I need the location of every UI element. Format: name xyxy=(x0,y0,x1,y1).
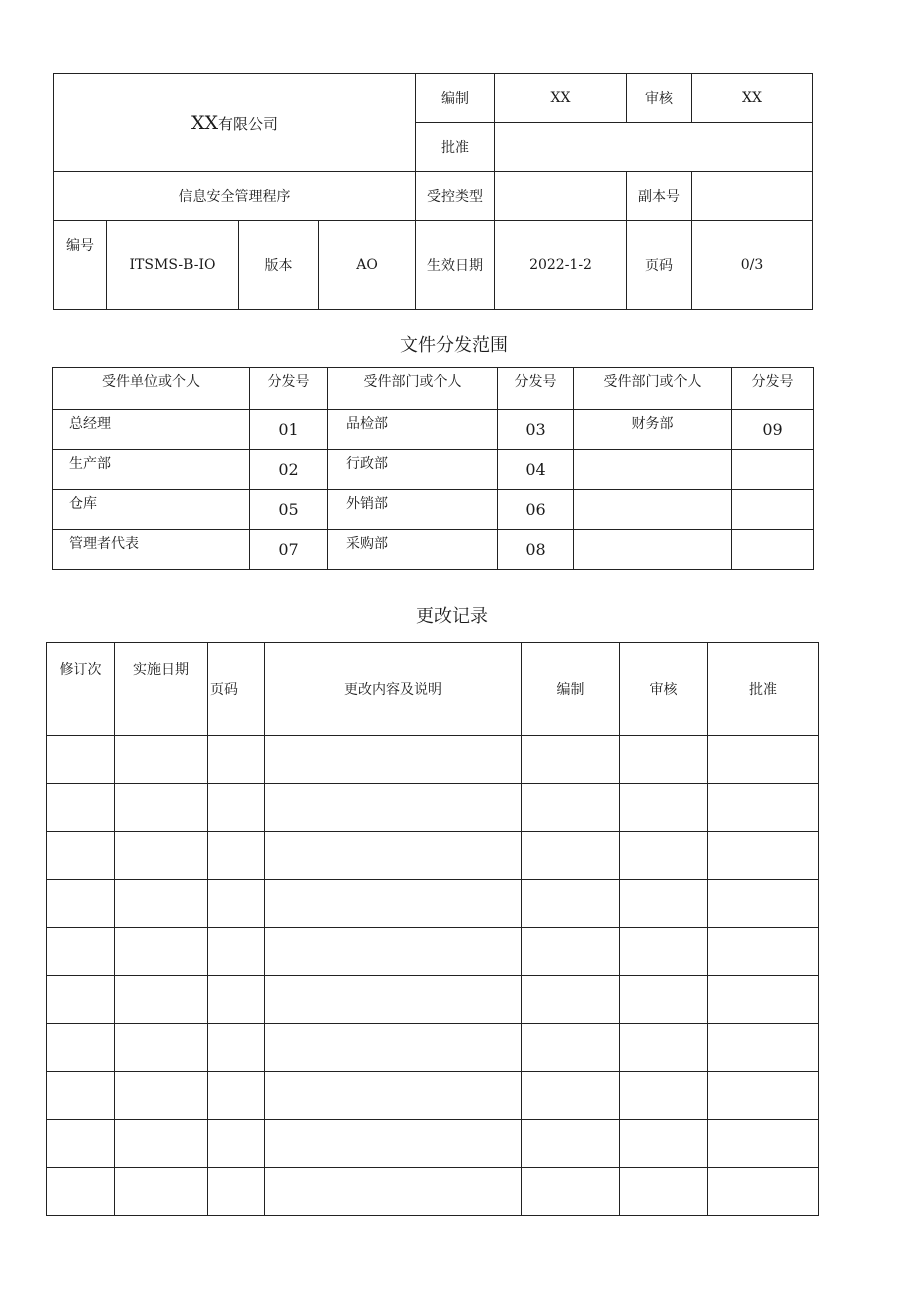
number-value: ITSMS-B-IO xyxy=(107,221,239,310)
table-cell xyxy=(522,1024,620,1072)
table-row xyxy=(47,832,819,880)
table-cell xyxy=(115,1168,208,1216)
distribution-number: 04 xyxy=(498,450,574,490)
table-cell xyxy=(265,832,522,880)
control-type-label: 受控类型 xyxy=(416,172,495,221)
table-cell xyxy=(620,1072,708,1120)
table-cell xyxy=(208,928,265,976)
version-value: AO xyxy=(319,221,416,310)
table-row xyxy=(47,976,819,1024)
recipient: 总经理 xyxy=(53,410,250,450)
table-cell xyxy=(47,976,115,1024)
table-cell xyxy=(47,784,115,832)
distribution-header-row xyxy=(53,368,814,410)
recipient: 生产部 xyxy=(53,450,250,490)
table-cell xyxy=(208,1024,265,1072)
table-cell xyxy=(708,928,819,976)
table-row xyxy=(47,928,819,976)
reviewed-label: 审核 xyxy=(627,74,692,123)
table-row xyxy=(53,490,814,530)
column-header: 编制 xyxy=(522,643,620,736)
table-cell xyxy=(522,736,620,784)
recipient xyxy=(574,530,732,570)
table-cell xyxy=(265,976,522,1024)
table-cell xyxy=(620,1120,708,1168)
table-cell xyxy=(47,1168,115,1216)
table-cell xyxy=(522,1168,620,1216)
number-label: 编号 xyxy=(54,221,107,310)
copy-number-value xyxy=(692,172,813,221)
table-cell xyxy=(708,1024,819,1072)
table-cell xyxy=(708,1168,819,1216)
distribution-number: 06 xyxy=(498,490,574,530)
table-cell xyxy=(208,1120,265,1168)
column-header: 分发号 xyxy=(498,368,574,410)
table-cell xyxy=(708,832,819,880)
table-cell xyxy=(522,976,620,1024)
prepared-label: 编制 xyxy=(416,74,495,123)
column-header: 分发号 xyxy=(732,368,814,410)
reviewed-value: XX xyxy=(692,74,813,123)
column-header: 受件单位或个人 xyxy=(53,368,250,410)
table-cell xyxy=(265,1072,522,1120)
table-cell xyxy=(620,928,708,976)
table-cell xyxy=(522,1120,620,1168)
company-name xyxy=(54,74,416,172)
table-cell xyxy=(620,1024,708,1072)
table-cell xyxy=(115,976,208,1024)
table-cell xyxy=(208,832,265,880)
distribution-number: 08 xyxy=(498,530,574,570)
table-cell xyxy=(265,784,522,832)
table-cell xyxy=(620,976,708,1024)
table-cell xyxy=(522,1072,620,1120)
table-cell xyxy=(522,880,620,928)
distribution-number: 01 xyxy=(250,410,328,450)
table-cell xyxy=(620,784,708,832)
document-header-table xyxy=(53,73,813,310)
table-cell xyxy=(208,976,265,1024)
table-cell xyxy=(522,784,620,832)
distribution-title: 文件分发范围 xyxy=(400,335,508,356)
table-cell xyxy=(47,736,115,784)
table-cell xyxy=(115,928,208,976)
column-header: 审核 xyxy=(620,643,708,736)
table-row xyxy=(47,1120,819,1168)
table-cell xyxy=(208,1168,265,1216)
table-cell xyxy=(47,832,115,880)
table-row xyxy=(47,880,819,928)
column-header: 更改内容及说明 xyxy=(265,643,522,736)
table-cell xyxy=(265,928,522,976)
table-cell xyxy=(47,880,115,928)
distribution-number: 07 xyxy=(250,530,328,570)
table-cell xyxy=(115,1120,208,1168)
table-row xyxy=(47,1072,819,1120)
table-cell xyxy=(115,1072,208,1120)
table-cell xyxy=(208,784,265,832)
recipient: 财务部 xyxy=(574,410,732,450)
table-row xyxy=(47,1168,819,1216)
table-row xyxy=(53,410,814,450)
table-cell xyxy=(265,880,522,928)
recipient: 品检部 xyxy=(328,410,498,450)
recipient: 外销部 xyxy=(328,490,498,530)
distribution-number: 05 xyxy=(250,490,328,530)
table-cell xyxy=(620,1168,708,1216)
change-record-title: 更改记录 xyxy=(416,606,488,627)
table-cell xyxy=(708,880,819,928)
table-cell xyxy=(620,736,708,784)
approved-label: 批准 xyxy=(416,123,495,172)
approved-value xyxy=(495,123,813,172)
document-title: 信息安全管理程序 xyxy=(54,172,416,221)
table-cell xyxy=(47,928,115,976)
recipient: 行政部 xyxy=(328,450,498,490)
table-row xyxy=(53,450,814,490)
table-row xyxy=(47,1024,819,1072)
recipient xyxy=(574,450,732,490)
table-cell xyxy=(265,1120,522,1168)
table-cell xyxy=(708,1072,819,1120)
table-cell xyxy=(522,832,620,880)
recipient: 采购部 xyxy=(328,530,498,570)
distribution-number: 02 xyxy=(250,450,328,490)
change-record-table xyxy=(46,642,819,1216)
column-header: 批准 xyxy=(708,643,819,736)
recipient: 仓库 xyxy=(53,490,250,530)
prepared-value: XX xyxy=(495,74,627,123)
recipient xyxy=(574,490,732,530)
distribution-number: 03 xyxy=(498,410,574,450)
recipient: 管理者代表 xyxy=(53,530,250,570)
table-cell xyxy=(265,736,522,784)
table-cell xyxy=(208,1072,265,1120)
distribution-number xyxy=(732,490,814,530)
table-row xyxy=(47,736,819,784)
page-label: 页码 xyxy=(627,221,692,310)
effective-date-label: 生效日期 xyxy=(416,221,495,310)
table-cell xyxy=(265,1168,522,1216)
table-cell xyxy=(708,784,819,832)
table-cell xyxy=(265,1024,522,1072)
table-cell xyxy=(47,1024,115,1072)
table-cell xyxy=(708,736,819,784)
table-cell xyxy=(208,736,265,784)
distribution-number xyxy=(732,530,814,570)
table-cell xyxy=(47,1072,115,1120)
table-cell xyxy=(115,736,208,784)
table-cell xyxy=(115,880,208,928)
table-row xyxy=(53,530,814,570)
effective-date-value: 2022-1-2 xyxy=(495,221,627,310)
distribution-number: 09 xyxy=(732,410,814,450)
column-header: 页码 xyxy=(208,643,265,736)
column-header: 受件部门或个人 xyxy=(328,368,498,410)
table-cell xyxy=(208,880,265,928)
table-cell xyxy=(708,976,819,1024)
table-cell xyxy=(115,832,208,880)
table-cell xyxy=(620,832,708,880)
table-cell xyxy=(115,1024,208,1072)
table-cell xyxy=(620,880,708,928)
table-cell xyxy=(522,928,620,976)
copy-number-label: 副本号 xyxy=(627,172,692,221)
column-header: 受件部门或个人 xyxy=(574,368,732,410)
column-header: 分发号 xyxy=(250,368,328,410)
version-label: 版本 xyxy=(239,221,319,310)
column-header: 修订次 xyxy=(47,643,115,736)
table-cell xyxy=(115,784,208,832)
control-type-value xyxy=(495,172,627,221)
table-row xyxy=(47,784,819,832)
page-value: 0/3 xyxy=(692,221,813,310)
change-record-header-row xyxy=(47,643,819,736)
table-cell xyxy=(47,1120,115,1168)
column-header: 实施日期 xyxy=(115,643,208,736)
company-name-suffix: 有限公司 xyxy=(218,114,279,133)
company-name-prefix: XX xyxy=(190,111,219,134)
table-cell xyxy=(708,1120,819,1168)
distribution-table xyxy=(52,367,814,570)
distribution-number xyxy=(732,450,814,490)
